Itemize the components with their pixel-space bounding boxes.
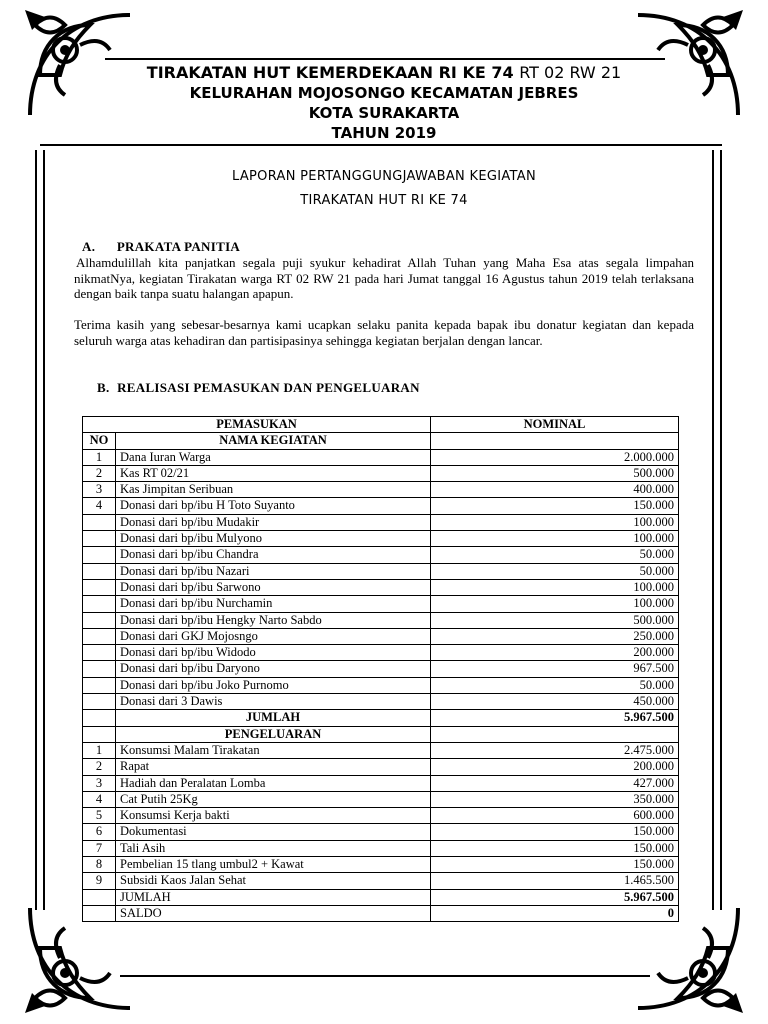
row-name: Donasi dari bp/ibu Chandra (116, 547, 431, 563)
finance-table-body (83, 417, 679, 922)
row-value: 427.000 (431, 775, 679, 791)
row-name: Donasi dari 3 Dawis (116, 694, 431, 710)
row-number: 2 (83, 465, 116, 481)
section-a-title: PRAKATA PANITIA (116, 239, 241, 254)
jumlah-label: JUMLAH (116, 710, 431, 726)
table-row (83, 791, 679, 807)
header-pemasukan: PEMASUKAN (83, 417, 431, 433)
frame-bottom-line (120, 975, 650, 977)
row-value: 100.000 (431, 579, 679, 595)
row-name: Donasi dari GKJ Mojosngo (116, 628, 431, 644)
row-name: Donasi dari bp/ibu Nurchamin (116, 596, 431, 612)
table-row (83, 742, 679, 758)
section-a-paragraph-1: Alhamdulillah kita panjatkan segala puji syukur kehadirat Allah Tuhan yang Maha Esa atas segala limpahan nikmatNya, kegiatan Tirakatan warga RT 02 RW 21 pada hari Jumat tanggal 16 Agustus tahun 2019 telah terlaksana dengan baik tanpa suatu halangan apapun. (74, 255, 694, 301)
row-value: 600.000 (431, 808, 679, 824)
table-row (83, 596, 679, 612)
table-header-row (83, 417, 679, 433)
row-number (83, 694, 116, 710)
row-number (83, 612, 116, 628)
row-number (83, 596, 116, 612)
table-row (83, 531, 679, 547)
header-empty (431, 433, 679, 449)
saldo-value: 0 (431, 905, 679, 921)
header-nama-kegiatan: NAMA KEGIATAN (116, 433, 431, 449)
row-number: 1 (83, 742, 116, 758)
row-value: 2.475.000 (431, 742, 679, 758)
header-title-suffix: RT 02 RW 21 (519, 63, 622, 82)
row-name: Konsumsi Malam Tirakatan (116, 742, 431, 758)
header-line-2: KELURAHAN MOJOSONGO KECAMATAN JEBRES (189, 84, 579, 102)
jumlah-pengeluaran-row (83, 889, 679, 905)
row-name: Donasi dari bp/ibu H Toto Suyanto (116, 498, 431, 514)
row-name: Donasi dari bp/ibu Nazari (116, 563, 431, 579)
table-row (83, 759, 679, 775)
row-value: 200.000 (431, 759, 679, 775)
table-row (83, 677, 679, 693)
table-row (83, 840, 679, 856)
row-number (83, 726, 116, 742)
frame-top-line (105, 58, 665, 60)
row-name: Konsumsi Kerja bakti (116, 808, 431, 824)
row-value: 150.000 (431, 840, 679, 856)
table-row (83, 645, 679, 661)
header-line-4: TAHUN 2019 (331, 124, 437, 142)
row-number: 4 (83, 791, 116, 807)
row-name: Kas RT 02/21 (116, 465, 431, 481)
table-row (83, 563, 679, 579)
row-number (83, 547, 116, 563)
section-b-heading (97, 380, 420, 396)
row-value: 450.000 (431, 694, 679, 710)
row-name: Donasi dari bp/ibu Sarwono (116, 579, 431, 595)
section-b-title: REALISASI PEMASUKAN DAN PENGELUARAN (117, 380, 420, 395)
row-value: 250.000 (431, 628, 679, 644)
row-name: Kas Jimpitan Seribuan (116, 482, 431, 498)
table-row (83, 612, 679, 628)
table-row (83, 449, 679, 465)
header-title: TIRAKATAN HUT KEMERDEKAAN RI KE 74 (146, 63, 514, 82)
row-name: Dokumentasi (116, 824, 431, 840)
report-title: LAPORAN PERTANGGUNGJAWABAN KEGIATAN (232, 169, 536, 184)
row-name: Donasi dari bp/ibu Mudakir (116, 514, 431, 530)
jumlah-label: JUMLAH (116, 889, 431, 905)
row-number (83, 531, 116, 547)
table-row (83, 775, 679, 791)
pengeluaran-header-row (83, 726, 679, 742)
frame-right-line (712, 150, 722, 910)
pengeluaran-label: PENGELUARAN (116, 726, 431, 742)
row-value (431, 726, 679, 742)
row-name: Hadiah dan Peralatan Lomba (116, 775, 431, 791)
row-value: 50.000 (431, 677, 679, 693)
row-number: 2 (83, 759, 116, 775)
table-row (83, 579, 679, 595)
row-value: 200.000 (431, 645, 679, 661)
row-name: Donasi dari bp/ibu Hengky Narto Sabdo (116, 612, 431, 628)
table-row (83, 628, 679, 644)
section-a-paragraph-2: Terima kasih yang sebesar-besarnya kami ucapkan selaku panita kepada bapak ibu donatur kegiatan dan kepada seluruh warga atas kehadiran dan partisipasinya sehingga kegiatan berjalan dengan lancar. (74, 317, 694, 348)
row-name: Donasi dari bp/ibu Daryono (116, 661, 431, 677)
row-value: 350.000 (431, 791, 679, 807)
section-a-label: A. (82, 239, 96, 254)
row-value: 100.000 (431, 531, 679, 547)
row-value: 1.465.500 (431, 873, 679, 889)
row-number (83, 889, 116, 905)
row-number (83, 645, 116, 661)
row-value: 100.000 (431, 596, 679, 612)
header-no: NO (83, 433, 116, 449)
document-header (0, 63, 768, 143)
row-number: 9 (83, 873, 116, 889)
row-name: Donasi dari bp/ibu Widodo (116, 645, 431, 661)
row-value: 967.500 (431, 661, 679, 677)
row-number: 8 (83, 857, 116, 873)
table-row (83, 873, 679, 889)
table-row (83, 482, 679, 498)
row-name: Dana Iuran Warga (116, 449, 431, 465)
table-row (83, 694, 679, 710)
row-value: 50.000 (431, 563, 679, 579)
row-number (83, 905, 116, 921)
row-value: 150.000 (431, 824, 679, 840)
jumlah-pengeluaran-value: 5.967.500 (431, 889, 679, 905)
table-row (83, 465, 679, 481)
section-a-heading (82, 239, 240, 255)
row-number (83, 514, 116, 530)
row-number: 4 (83, 498, 116, 514)
row-value: 2.000.000 (431, 449, 679, 465)
row-number: 1 (83, 449, 116, 465)
row-name: Donasi dari bp/ibu Joko Purnomo (116, 677, 431, 693)
jumlah-pemasukan-value: 5.967.500 (431, 710, 679, 726)
row-value: 500.000 (431, 612, 679, 628)
row-value: 500.000 (431, 465, 679, 481)
row-name: Donasi dari bp/ibu Mulyono (116, 531, 431, 547)
row-value: 100.000 (431, 514, 679, 530)
saldo-label: SALDO (116, 905, 431, 921)
row-number (83, 677, 116, 693)
frame-header-bottom-line (40, 144, 722, 146)
row-number (83, 661, 116, 677)
table-row (83, 514, 679, 530)
finance-table (82, 416, 679, 922)
row-number: 3 (83, 775, 116, 791)
table-row (83, 547, 679, 563)
row-number (83, 628, 116, 644)
header-line-3: KOTA SURAKARTA (308, 104, 460, 122)
table-row (83, 824, 679, 840)
row-name: Pembelian 15 tlang umbul2 + Kawat (116, 857, 431, 873)
table-subheader-row (83, 433, 679, 449)
table-row (83, 808, 679, 824)
header-nominal: NOMINAL (431, 417, 679, 433)
frame-left-line (35, 150, 45, 910)
row-number: 7 (83, 840, 116, 856)
table-row (83, 498, 679, 514)
row-value: 400.000 (431, 482, 679, 498)
row-value: 50.000 (431, 547, 679, 563)
row-number: 6 (83, 824, 116, 840)
row-number (83, 579, 116, 595)
row-number (83, 710, 116, 726)
row-name: Cat Putih 25Kg (116, 791, 431, 807)
row-number: 3 (83, 482, 116, 498)
report-subtitle: TIRAKATAN HUT RI KE 74 (300, 193, 468, 208)
row-name: Tali Asih (116, 840, 431, 856)
row-name: Rapat (116, 759, 431, 775)
saldo-row (83, 905, 679, 921)
row-value: 150.000 (431, 498, 679, 514)
header-line-1 (0, 63, 768, 83)
table-row (83, 661, 679, 677)
row-name: Subsidi Kaos Jalan Sehat (116, 873, 431, 889)
row-number: 5 (83, 808, 116, 824)
row-value: 150.000 (431, 857, 679, 873)
section-b-label: B. (97, 380, 110, 395)
row-number (83, 563, 116, 579)
table-row (83, 857, 679, 873)
jumlah-pemasukan-row (83, 710, 679, 726)
